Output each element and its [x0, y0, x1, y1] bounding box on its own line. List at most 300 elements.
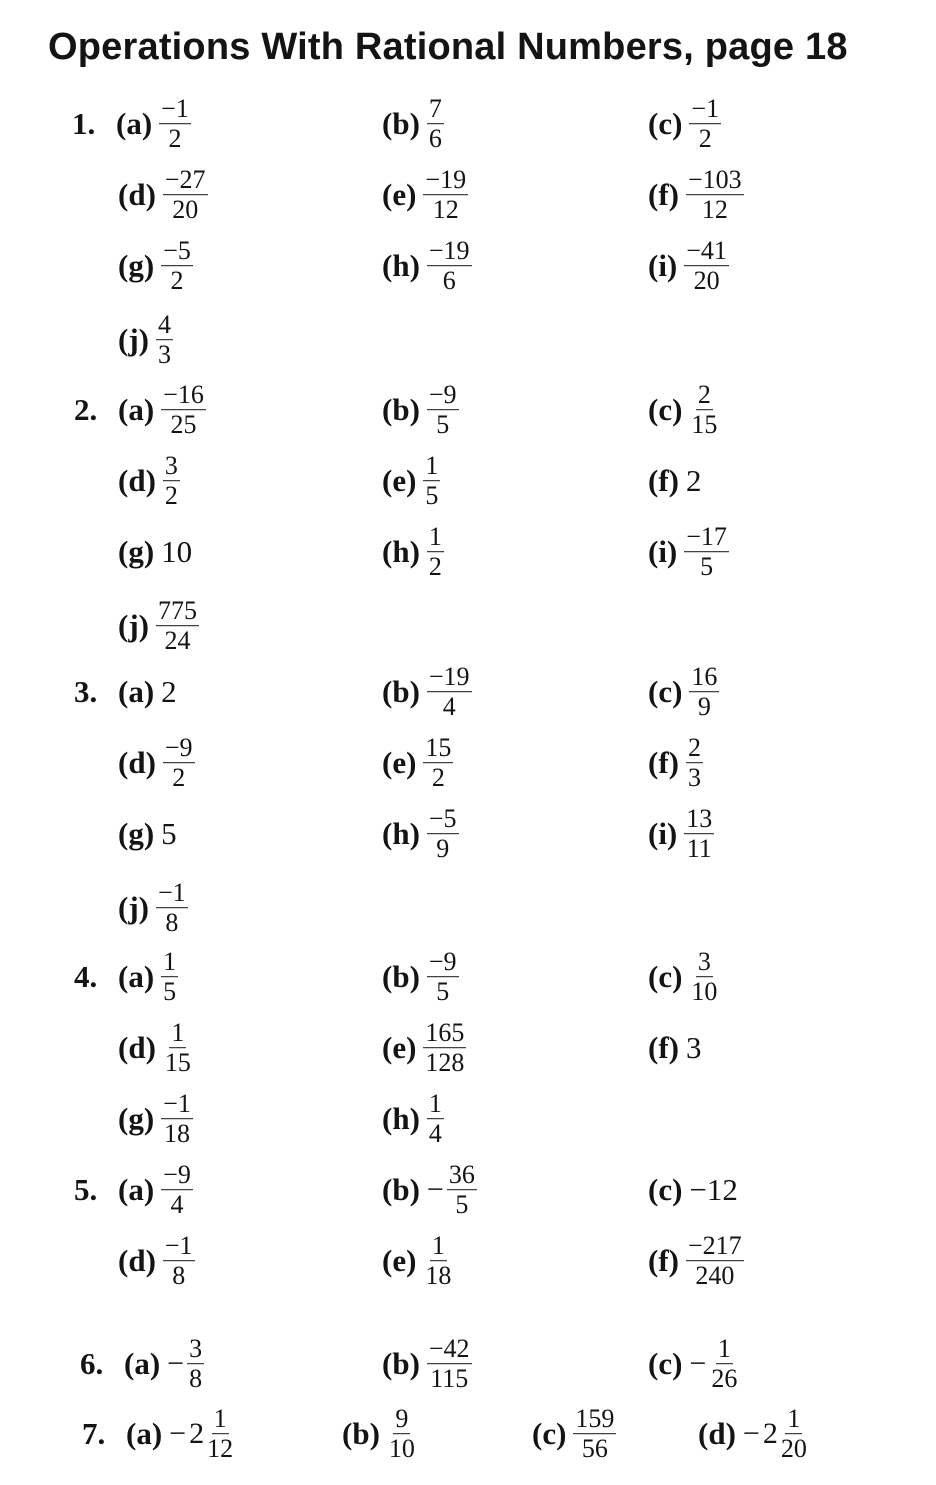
numerator: 1: [431, 1231, 445, 1261]
whole-part: 2: [762, 1417, 778, 1450]
denominator: 20: [693, 266, 720, 296]
numerator: −1: [161, 94, 189, 124]
answer-label: (c): [648, 674, 683, 709]
answer-item: [382, 1090, 444, 1148]
numerator: 4: [157, 310, 171, 340]
answer-label: (e): [382, 1243, 417, 1278]
answer-label: (h): [382, 816, 420, 851]
numerator: −217: [687, 1231, 742, 1261]
denominator: 56: [581, 1434, 608, 1464]
answer-value: [423, 734, 453, 792]
numerator: 16: [691, 662, 718, 692]
answer-value: [161, 534, 192, 570]
numerator: 7: [428, 94, 442, 124]
numerator: 1: [163, 947, 177, 977]
problem-number: 2.: [74, 392, 98, 427]
denominator: 4: [442, 692, 456, 722]
denominator: 9: [436, 834, 450, 864]
answer-item: [648, 1232, 744, 1290]
answer-label: (g): [118, 248, 155, 283]
answer-label: (g): [118, 1101, 155, 1136]
fraction: [689, 381, 719, 439]
answer-item: [648, 663, 719, 721]
answer-text: 2: [685, 463, 702, 498]
fraction: [423, 1232, 453, 1290]
answer-item: [648, 805, 714, 863]
answer-item: [342, 1405, 417, 1463]
fraction: [161, 1161, 193, 1219]
answer-item: [382, 805, 459, 863]
answer-label: (c): [648, 1172, 683, 1207]
answer-value: [169, 1405, 235, 1463]
denominator: 240: [695, 1261, 735, 1291]
answer-label: (e): [382, 1030, 417, 1065]
numerator: −19: [428, 236, 470, 266]
denominator: 25: [170, 410, 197, 440]
answer-item: [648, 166, 744, 224]
answer-label: (a): [118, 392, 155, 427]
answer-value: [156, 597, 199, 655]
answer-label: (b): [382, 1346, 420, 1381]
answer-label: (c): [648, 959, 683, 994]
denominator: 8: [165, 908, 179, 938]
answer-item: [648, 948, 719, 1006]
denominator: 15: [691, 410, 718, 440]
answer-label: (c): [532, 1416, 567, 1451]
answer-value: [684, 523, 729, 581]
answer-value: [427, 381, 459, 439]
answer-value: [159, 95, 191, 153]
answer-label: (b): [342, 1416, 380, 1451]
numerator: −41: [686, 236, 727, 266]
denominator: 115: [430, 1364, 469, 1394]
numerator: 1: [717, 1334, 731, 1364]
answer-label: (a): [116, 106, 153, 141]
page-title: Operations With Rational Numbers, page 18: [48, 26, 848, 68]
answer-text: −12: [689, 1172, 738, 1207]
answer-value: [684, 237, 729, 295]
numerator: −1: [164, 1231, 193, 1261]
answer-label: (f): [648, 1030, 679, 1065]
answer-value: [423, 452, 440, 510]
answer-value: [161, 816, 177, 852]
answer-label: (c): [648, 1346, 683, 1381]
numerator: 2: [687, 733, 701, 763]
denominator: 5: [425, 481, 439, 511]
denominator: 8: [189, 1364, 203, 1394]
fraction: [427, 948, 459, 1006]
answer-value: [161, 1090, 193, 1148]
fraction: [387, 1405, 417, 1463]
problem-number: 7.: [82, 1416, 106, 1451]
fraction: [205, 1405, 235, 1463]
answer-value: [427, 237, 472, 295]
answer-value: [684, 805, 714, 863]
answer-label: (a): [118, 1172, 155, 1207]
answer-value: [743, 1405, 809, 1463]
denominator: 6: [442, 266, 456, 296]
denominator: 2: [698, 124, 712, 154]
answer-item: [648, 523, 729, 581]
answer-item: [118, 534, 192, 570]
answer-label: (h): [382, 534, 420, 569]
denominator: 2: [172, 763, 186, 793]
denominator: 2: [431, 763, 445, 793]
answer-label: (h): [382, 248, 420, 283]
fraction: [427, 805, 459, 863]
numerator: 3: [189, 1334, 203, 1364]
answer-value: [427, 1161, 477, 1219]
denominator: 5: [436, 977, 450, 1007]
answer-label: (c): [648, 392, 683, 427]
denominator: 11: [686, 834, 712, 864]
answer-label: (a): [118, 674, 155, 709]
answer-item: [382, 948, 459, 1006]
answer-value: [689, 948, 719, 1006]
answer-value: [423, 1232, 453, 1290]
answer-label: (a): [124, 1346, 161, 1381]
denominator: 20: [172, 195, 199, 225]
denominator: 5: [163, 977, 177, 1007]
answer-item: [382, 1335, 472, 1393]
numerator: −103: [687, 165, 742, 195]
answer-item: [382, 734, 453, 792]
answer-value: [427, 948, 459, 1006]
negative-sign: −: [689, 1347, 707, 1380]
answer-value: [156, 879, 188, 937]
problem-number: 3.: [74, 674, 98, 709]
fraction: [686, 1232, 744, 1290]
numerator: 1: [428, 522, 442, 552]
fraction: [684, 805, 714, 863]
numerator: −42: [428, 1334, 470, 1364]
answer-text: 3: [685, 1030, 702, 1065]
answer-item: [532, 1405, 616, 1463]
negative-sign: −: [167, 1347, 185, 1380]
denominator: 24: [164, 626, 191, 656]
answer-item: [118, 1232, 195, 1290]
answer-label: (d): [118, 463, 156, 498]
answer-value: [427, 663, 472, 721]
numerator: 165: [425, 1018, 465, 1048]
answer-item: [118, 1019, 193, 1077]
denominator: 2: [428, 552, 442, 582]
answer-value: [686, 734, 703, 792]
answer-label: (i): [648, 534, 678, 569]
denominator: 12: [432, 195, 459, 225]
answer-item: [74, 948, 178, 1006]
negative-sign: −: [169, 1417, 187, 1450]
answer-value: [161, 674, 177, 710]
answer-label: (a): [118, 959, 155, 994]
answer-value: [427, 523, 444, 581]
fraction: [163, 734, 195, 792]
answer-item: [648, 381, 719, 439]
answer-item: [382, 1161, 477, 1219]
fraction: [161, 381, 206, 439]
answer-value: [427, 1335, 472, 1393]
denominator: 9: [697, 692, 711, 722]
denominator: 2: [170, 266, 184, 296]
fraction: [427, 381, 459, 439]
fraction: [156, 311, 173, 369]
denominator: 5: [700, 552, 714, 582]
denominator: 3: [157, 340, 171, 370]
answer-label: (i): [648, 816, 678, 851]
fraction: [156, 879, 188, 937]
answer-label: (g): [118, 816, 155, 851]
answer-item: [648, 463, 701, 499]
numerator: −9: [428, 380, 457, 410]
answer-item: [382, 663, 472, 721]
fraction: [156, 597, 199, 655]
numerator: 13: [686, 804, 713, 834]
denominator: 4: [428, 1119, 442, 1149]
fraction: [573, 1405, 616, 1463]
answer-value: [573, 1405, 616, 1463]
answer-label: (d): [118, 1243, 156, 1278]
fraction: [689, 663, 719, 721]
fraction: [423, 166, 468, 224]
numerator: 2: [697, 380, 711, 410]
numerator: 1: [428, 1089, 442, 1119]
answer-label: (d): [118, 745, 156, 780]
numerator: −1: [157, 878, 186, 908]
answer-label: (c): [648, 106, 683, 141]
denominator: 8: [172, 1261, 186, 1291]
answer-item: [648, 1030, 701, 1066]
fraction: [686, 166, 744, 224]
numerator: −17: [686, 522, 727, 552]
answer-value: [689, 663, 719, 721]
answer-label: (f): [648, 463, 679, 498]
denominator: 12: [701, 195, 728, 225]
answer-label: (g): [118, 534, 155, 569]
answer-item: [82, 1405, 235, 1463]
numerator: −9: [164, 733, 193, 763]
denominator: 4: [170, 1190, 184, 1220]
answer-value: [161, 1161, 193, 1219]
answer-label: (d): [118, 1030, 156, 1065]
numerator: −5: [428, 804, 457, 834]
answer-value: [686, 463, 702, 499]
answer-item: [382, 95, 444, 153]
fraction: [427, 1090, 444, 1148]
answer-value: [161, 948, 178, 1006]
answer-label: (e): [382, 463, 417, 498]
denominator: 10: [691, 977, 718, 1007]
problem-number: 6.: [80, 1346, 104, 1381]
answer-item: [74, 674, 177, 710]
answer-label: (j): [118, 890, 149, 925]
fraction: [427, 663, 472, 721]
fraction: [427, 95, 444, 153]
answer-text: 10: [161, 534, 193, 569]
answer-item: [118, 816, 177, 852]
negative-sign: −: [742, 1417, 760, 1450]
answer-value: [163, 1019, 193, 1077]
answer-value: [427, 95, 444, 153]
numerator: 159: [575, 1404, 615, 1434]
answer-value: [427, 805, 459, 863]
answer-label: (f): [648, 745, 679, 780]
answer-item: [382, 452, 440, 510]
answer-value: [689, 381, 719, 439]
fraction: [161, 1090, 193, 1148]
numerator: −27: [164, 165, 206, 195]
fraction: [423, 1019, 466, 1077]
denominator: 10: [388, 1434, 415, 1464]
answer-label: (b): [382, 674, 420, 709]
answer-item: [118, 166, 208, 224]
fraction: [709, 1335, 739, 1393]
numerator: 3: [697, 947, 711, 977]
answer-value: [387, 1405, 417, 1463]
fraction: [161, 237, 193, 295]
answer-label: (d): [698, 1416, 736, 1451]
numerator: 1: [425, 451, 439, 481]
answer-item: [118, 879, 188, 937]
denominator: 15: [164, 1048, 191, 1078]
answer-label: (b): [382, 392, 420, 427]
answer-value: [686, 166, 744, 224]
answer-item: [648, 734, 703, 792]
answer-value: [686, 1030, 702, 1066]
answer-item: [382, 1019, 466, 1077]
numerator: 775: [157, 596, 197, 626]
answer-item: [118, 734, 195, 792]
numerator: −1: [691, 94, 720, 124]
answer-item: [72, 95, 191, 153]
whole-part: 2: [189, 1417, 205, 1450]
fraction: [187, 1335, 204, 1393]
numerator: −9: [163, 1160, 191, 1190]
answer-label: (h): [382, 1101, 420, 1136]
answer-item: [118, 311, 173, 369]
answer-item: [80, 1335, 204, 1393]
denominator: 2: [168, 124, 182, 154]
answer-value: [689, 95, 721, 153]
answer-item: [382, 1232, 453, 1290]
fraction: [689, 95, 721, 153]
fraction: [163, 1019, 193, 1077]
answer-value: [423, 166, 468, 224]
numerator: 3: [164, 451, 178, 481]
fraction: [447, 1161, 477, 1219]
answer-value: [427, 1090, 444, 1148]
denominator: 20: [780, 1434, 807, 1464]
answer-label: (i): [648, 248, 678, 283]
answer-label: (j): [118, 322, 149, 357]
answer-item: [382, 166, 468, 224]
answer-value: [163, 1232, 195, 1290]
answer-value: [161, 237, 193, 295]
numerator: −9: [428, 947, 457, 977]
answer-value: [167, 1335, 204, 1393]
numerator: 36: [448, 1160, 475, 1190]
answer-item: [382, 523, 444, 581]
answer-item: [118, 237, 193, 295]
fraction: [423, 452, 440, 510]
answer-item: [648, 1335, 739, 1393]
denominator: 3: [687, 763, 701, 793]
denominator: 26: [711, 1364, 738, 1394]
answer-item: [648, 1172, 738, 1208]
problem-number: 5.: [74, 1172, 98, 1207]
fraction: [684, 237, 729, 295]
answer-label: (d): [118, 177, 156, 212]
answer-item: [118, 452, 180, 510]
answer-item: [118, 597, 199, 655]
numerator: −1: [163, 1089, 191, 1119]
denominator: 5: [455, 1190, 469, 1220]
numerator: −19: [428, 662, 470, 692]
problem-number: 1.: [72, 106, 96, 141]
fraction: [686, 734, 703, 792]
problem-number: 4.: [74, 959, 98, 994]
answer-label: (e): [382, 745, 417, 780]
fraction: [163, 1232, 195, 1290]
answer-text: 2: [161, 674, 177, 709]
answer-value: [686, 1232, 744, 1290]
numerator: −16: [163, 380, 204, 410]
numerator: 9: [395, 1404, 409, 1434]
answer-item: [74, 381, 206, 439]
numerator: 1: [171, 1018, 185, 1048]
answer-label: (e): [382, 177, 417, 212]
answer-text: 5: [161, 816, 177, 851]
numerator: 1: [213, 1404, 227, 1434]
answer-value: [163, 166, 208, 224]
answer-value: [163, 734, 195, 792]
fraction: [163, 452, 180, 510]
answer-label: (a): [126, 1416, 163, 1451]
numerator: −5: [163, 236, 191, 266]
numerator: −19: [425, 165, 467, 195]
denominator: 6: [428, 124, 442, 154]
answer-label: (f): [648, 1243, 679, 1278]
numerator: 15: [425, 733, 452, 763]
answer-value: [163, 452, 180, 510]
denominator: 2: [164, 481, 178, 511]
answer-label: (f): [648, 177, 679, 212]
answer-item: [648, 95, 721, 153]
fraction: [427, 523, 444, 581]
answer-label: (b): [382, 1172, 420, 1207]
fraction: [159, 95, 191, 153]
denominator: 18: [163, 1119, 190, 1149]
answer-item: [382, 381, 459, 439]
fraction: [779, 1405, 809, 1463]
answer-item: [698, 1405, 809, 1463]
answer-label: (b): [382, 959, 420, 994]
fraction: [684, 523, 729, 581]
answer-item: [74, 1161, 193, 1219]
fraction: [161, 948, 178, 1006]
denominator: 128: [425, 1048, 465, 1078]
answer-value: [689, 1335, 739, 1393]
fraction: [163, 166, 208, 224]
answer-item: [382, 237, 472, 295]
answer-value: [156, 311, 173, 369]
numerator: 1: [787, 1404, 801, 1434]
denominator: 5: [436, 410, 450, 440]
answer-label: (b): [382, 106, 420, 141]
denominator: 18: [425, 1261, 452, 1291]
answer-value: [423, 1019, 466, 1077]
answer-item: [118, 1090, 193, 1148]
answer-value: [161, 381, 206, 439]
